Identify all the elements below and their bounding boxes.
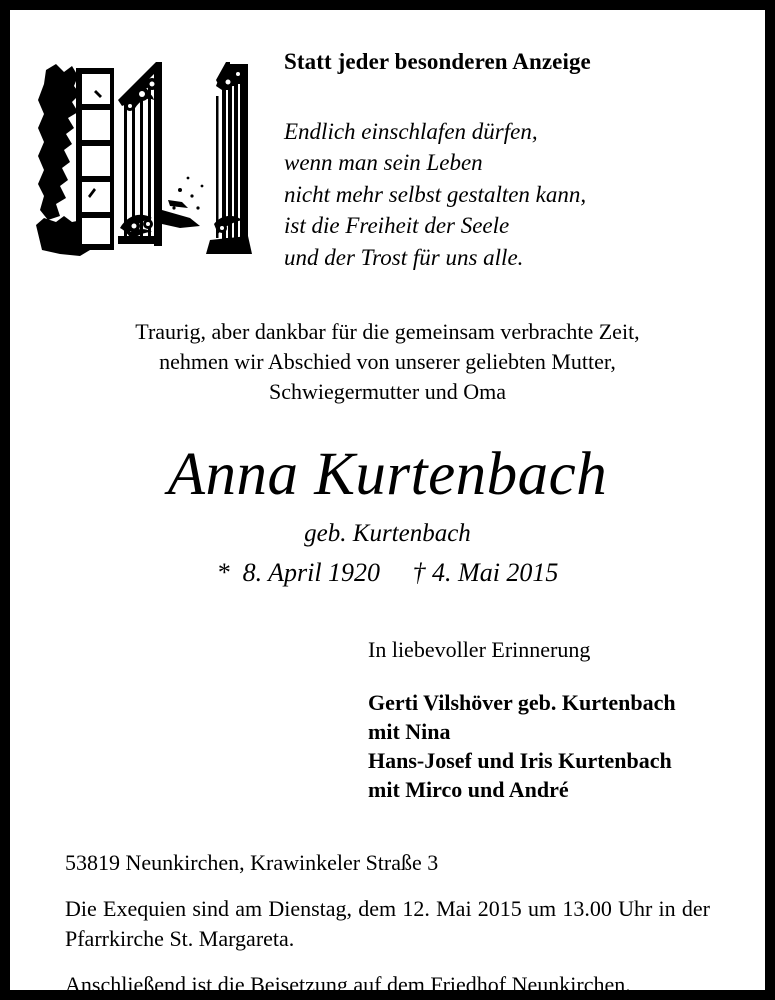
- life-dates: * 8. April 1920 † 4. Mai 2015: [216, 558, 559, 588]
- mourners-lead: In liebevoller Erinnerung: [368, 637, 591, 663]
- intro-line: nehmen wir Abschied von unserer geliebten Mutter,: [159, 349, 616, 375]
- mourner-line: mit Nina: [368, 718, 451, 744]
- gate-illustration: [10, 48, 280, 265]
- service-text: Die Exequien sind am Dienstag, dem 12. Mai 2015 um 13.00 Uhr in der Pfarrkirche St. Margareta.: [65, 895, 710, 951]
- poem-line: nicht mehr selbst gestalten kann,: [284, 181, 587, 207]
- mourner-line: mit Mirco und André: [368, 776, 569, 802]
- mourners-names: [368, 688, 765, 804]
- name-block: [10, 443, 765, 588]
- intro-text: [46, 317, 729, 407]
- poem-line: wenn man sein Leben: [284, 150, 483, 176]
- header-column: [280, 48, 765, 273]
- maiden-name: geb. Kurtenbach: [304, 520, 471, 548]
- poem-line: ist die Freiheit der Seele: [284, 213, 510, 239]
- poem: [284, 116, 765, 274]
- mourner-line: Gerti Vilshöver geb. Kurtenbach: [368, 689, 676, 715]
- poem-line: Endlich einschlafen dürfen,: [284, 118, 538, 144]
- intro-line: Traurig, aber dankbar für die gemeinsam verbrachte Zeit,: [135, 319, 640, 345]
- headline: Statt jeder besonderen Anzeige: [284, 49, 591, 74]
- details-block: [65, 848, 710, 1000]
- burial-text: Anschließend ist die Beisetzung auf dem Friedhof Neunkirchen.: [65, 971, 631, 997]
- deceased-name: Anna Kurtenbach: [167, 441, 608, 509]
- poem-line: und der Trost für uns alle.: [284, 244, 524, 270]
- address-line: 53819 Neunkirchen, Krawinkeler Straße 3: [65, 849, 439, 875]
- intro-line: Schwiegermutter und Oma: [268, 379, 507, 405]
- top-section: [10, 10, 765, 273]
- mourners-block: [368, 636, 765, 804]
- mourner-line: Hans-Josef und Iris Kurtenbach: [368, 747, 672, 773]
- obituary-notice-body: [10, 10, 765, 997]
